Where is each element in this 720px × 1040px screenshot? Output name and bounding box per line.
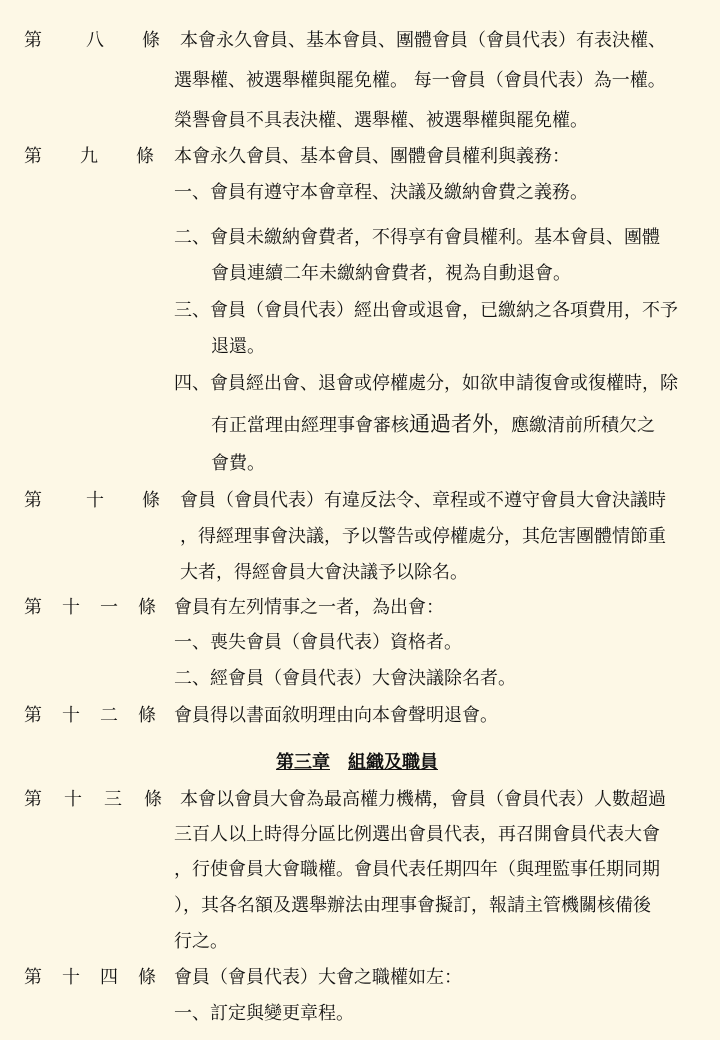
article-9-item: 一、會員有遵守本會章程、決議及繳納會費之義務。 (174, 182, 588, 203)
chapter-number: 第三章 (276, 752, 330, 773)
article-9-item: 二、會員未繳納會費者，不得享有會員權利。基本會員、團體 (174, 227, 660, 248)
article-9-item-cont: 退還。 (211, 336, 265, 357)
article-label-char: 第 (24, 146, 42, 167)
article-11-line: 會員有左列情事之一者，為出會： (174, 597, 444, 618)
article-13-line: 本會以會員大會為最高權力機構，會員（會員代表）人數超過 (180, 789, 666, 810)
article-10-line: 會員（會員代表）有違反法令、章程或不遵守會員大會決議時 (180, 490, 666, 511)
article-label-char: 第 (24, 597, 42, 618)
chapter-heading (276, 752, 438, 774)
text-run-serif: 通過者外 (409, 412, 493, 436)
article-10-line: 大者，得經會員大會決議予以除名。 (180, 562, 468, 583)
article-9-item-cont: 會員連續二年未繳納會費者，視為自動退會。 (211, 263, 571, 284)
text-run: 有正當理由經理事會審核 (211, 415, 409, 436)
article-9-item-cont (211, 413, 655, 437)
chapter-title: 組織及職員 (348, 752, 438, 773)
article-8-line: 選舉權、被選舉權與罷免權。 每一會員（會員代表）為一權。 (174, 70, 666, 91)
article-label-char: 條 (138, 597, 156, 618)
article-label-char: 十 (64, 789, 82, 810)
article-8-line: 榮譽會員不具表決權、選舉權、被選舉權與罷免權。 (174, 110, 588, 131)
article-label-char: 條 (144, 789, 162, 810)
article-label-char: 條 (136, 146, 154, 167)
article-12-line: 會員得以書面敘明理由向本會聲明退會。 (174, 705, 498, 726)
article-label-char: 條 (138, 705, 156, 726)
article-label-char: 一 (100, 597, 118, 618)
article-label-char: 九 (80, 146, 98, 167)
article-13-line: 行之。 (174, 931, 228, 952)
article-label-char: 十 (62, 967, 80, 988)
article-label-char: 條 (142, 490, 160, 511)
article-9-item-cont: 會費。 (211, 453, 265, 474)
article-label-char: 四 (100, 967, 118, 988)
text-run: ，應繳清前所積欠之 (493, 415, 655, 436)
article-10-line: ，得經理事會決議，予以警告或停權處分，其危害團體情節重 (180, 526, 666, 547)
article-label-char: 第 (24, 490, 42, 511)
article-label-char: 條 (138, 967, 156, 988)
article-label-char: 第 (24, 30, 42, 51)
article-13-line: 三百人以上時得分區比例選出會員代表，再召開會員代表大會 (174, 824, 660, 845)
article-14-item: 一、訂定與變更章程。 (174, 1003, 354, 1024)
article-11-item: 二、經會員（會員代表）大會決議除名者。 (174, 668, 516, 689)
article-label-char: 條 (142, 30, 160, 51)
article-label-char: 二 (100, 705, 118, 726)
article-label-char: 第 (24, 789, 42, 810)
article-label-char: 第 (24, 967, 42, 988)
article-14-line: 會員（會員代表）大會之職權如左： (174, 967, 462, 988)
article-13-line: ，行使會員大會職權。會員代表任期四年（與理監事任期同期 (174, 859, 660, 880)
article-9-item: 三、會員（會員代表）經出會或退會，已繳納之各項費用，不予 (174, 300, 678, 321)
article-label-char: 十 (62, 705, 80, 726)
article-label-char: 十 (86, 490, 104, 511)
article-8-line: 本會永久會員、基本會員、團體會員（會員代表）有表決權、 (180, 30, 666, 51)
article-label-char: 第 (24, 705, 42, 726)
article-11-item: 一、喪失會員（會員代表）資格者。 (174, 632, 462, 653)
article-13-line: ），其各名額及選舉辦法由理事會擬訂，報請主管機關核備後 (174, 895, 651, 916)
article-label-char: 三 (104, 789, 122, 810)
article-9-item: 四、會員經出會、退會或停權處分，如欲申請復會或復權時，除 (174, 373, 678, 394)
article-9-line: 本會永久會員、基本會員、團體會員權利與義務： (174, 146, 570, 167)
article-label-char: 十 (62, 597, 80, 618)
article-label-char: 八 (86, 30, 104, 51)
